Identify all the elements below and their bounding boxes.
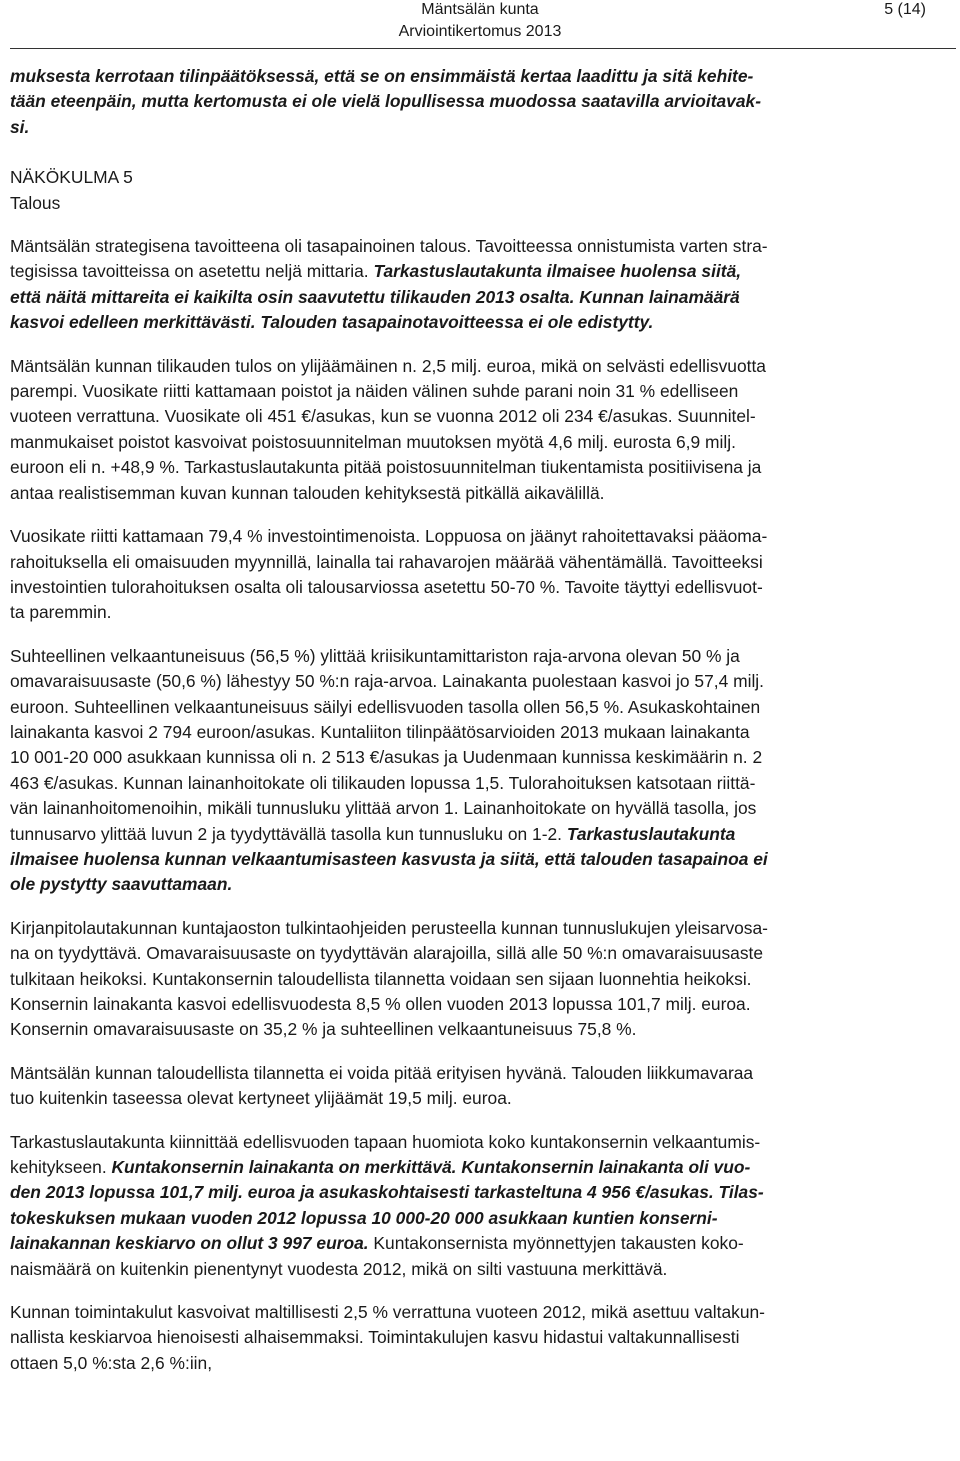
paragraph-investments — [10, 524, 958, 626]
text-line — [10, 872, 958, 897]
body-text: nallista keskiarvoa hienoisesti alhaisemmaksi. Toimintakulujen kasvu hidastui valtakunnallisesti — [10, 1327, 740, 1348]
body-text: omavaraisuusaste (50,6 %) lähestyy 50 %:n raja-arvoa. Lainakanta puolestaan kasvoi jo 57,4 milj. — [10, 671, 765, 692]
text-line — [10, 1206, 958, 1231]
text-line — [10, 644, 958, 669]
text-line — [10, 524, 958, 549]
body-text: 463 €/asukas. Kunnan lainanhoitokate oli tilikauden lopussa 1,5. Tulorahoituksen katsotaan riittä- — [10, 772, 756, 793]
text-line — [10, 967, 958, 992]
text-line — [10, 1017, 958, 1042]
body-text: naismäärä on kuitenkin pienentynyt vuodesta 2012, mikä on silti vastuuna merkittävä. — [10, 1258, 668, 1279]
body-text: tegisissa tavoitteissa on asetettu neljä mittaria. — [10, 261, 374, 282]
text-line — [10, 310, 958, 335]
body-text: Konsernin lainakanta kasvoi edellisvuodesta 8,5 % ollen vuoden 2013 lopussa 101,7 milj. euroa. — [10, 994, 751, 1014]
text-line — [10, 234, 958, 259]
section-subtitle: Talous — [10, 192, 61, 213]
text-line — [10, 550, 958, 575]
emphasized-text: Tarkastuslautakunta ilmaisee huolensa siitä, — [373, 261, 742, 282]
body-text: ta paremmin. — [10, 602, 112, 623]
body-text: lainakanta kasvoi 2 794 euroon/asukas. Kuntaliiton tilinpäätösarvioiden 2013 mukaan lainakanta — [10, 721, 750, 742]
body-text: Mäntsälän kunnan taloudellista tilannetta ei voida pitää erityisen hyvänä. Talouden liikkumavaraa — [10, 1062, 754, 1083]
paragraph-strategy — [10, 234, 958, 336]
body-text: tulkitaan heikoksi. Kuntakonsernin taloudellista tilannetta voidaan sen sijaan luonnehtia heikoksi. — [10, 968, 752, 989]
intro-line: si. — [10, 116, 30, 137]
body-text: rahoituksella eli omaisuuden myynnillä, lainalla tai rahavarojen määrää vähentämällä. Tavoitteeksi — [10, 551, 763, 572]
emphasized-text: tokeskuksen mukaan vuoden 2012 lopussa 10 000-20 000 asukkaan kuntien konserni- — [10, 1207, 718, 1228]
body-text: manmukaiset poistot kasvoivat poistosuunnitelman muutoksen myötä 4,6 milj. eurosta 6,9 milj. — [10, 431, 736, 452]
text-line — [10, 1300, 958, 1325]
paragraph-operating-costs — [10, 1300, 958, 1376]
text-line — [10, 1257, 958, 1282]
header-page-number: 5 (14) — [884, 1, 926, 18]
text-line — [10, 575, 958, 600]
body-text: Konsernin omavaraisuusaste on 35,2 % ja suhteellinen velkaantuneisuus 75,8 %. — [10, 1019, 637, 1040]
text-line — [10, 600, 958, 625]
page-header — [0, 0, 960, 48]
paragraph-result — [10, 354, 958, 506]
text-line — [10, 1325, 958, 1350]
header-document-title: Arviointikertomus 2013 — [398, 23, 562, 40]
text-line — [10, 1155, 958, 1180]
text-line — [10, 379, 958, 404]
body-text: euroon. Suhteellinen velkaantuneisuus säilyi edellisvuoden tasolla ollen 56,5 %. Asukaskohtainen — [10, 696, 761, 717]
text-line — [10, 992, 958, 1017]
text-line — [10, 771, 958, 796]
body-text: tuo kuitenkin taseessa olevat kertyneet ylijäämät 19,5 milj. euroa. — [10, 1088, 512, 1109]
body-text: kehitykseen. — [10, 1157, 112, 1178]
text-line — [10, 1231, 958, 1256]
body-text: parempi. Vuosikate riitti kattamaan poistot ja näiden välinen suhde parani noin 31 % edelliseen — [10, 381, 739, 402]
body-text: Kunnan toimintakulut kasvoivat maltillisesti 2,5 % verrattuna vuoteen 2012, mikä asettuu valtakun- — [10, 1302, 765, 1323]
intro-paragraph — [10, 64, 958, 140]
text-line — [10, 669, 958, 694]
paragraph-group-debt — [10, 1130, 958, 1282]
text-line — [10, 481, 958, 506]
body-text: Mäntsälän kunnan tilikauden tulos on ylijäämäinen n. 2,5 milj. euroa, mikä on selvästi edellisvuotta — [10, 355, 766, 376]
text-line — [10, 354, 958, 379]
body-text: Suhteellinen velkaantuneisuus (56,5 %) ylittää kriisikuntamittariston raja-arvona olevan 50 % ja — [10, 645, 740, 666]
text-line — [10, 796, 958, 821]
text-line — [10, 455, 958, 480]
header-divider — [10, 48, 956, 49]
text-line — [10, 847, 958, 872]
section-title: NÄKÖKULMA 5 — [10, 167, 133, 188]
text-line — [10, 430, 958, 455]
intro-line: muksesta kerrotaan tilinpäätöksessä, että se on ensimmäistä kertaa laadittu ja sitä kehite- — [10, 66, 754, 86]
text-line — [10, 916, 958, 941]
body-text: vuoteen verrattuna. Vuosikate oli 451 €/asukas, kun se vuonna 2012 oli 234 €/asukas. Suunnitel- — [10, 406, 756, 427]
body-text: na on tyydyttävä. Omavaraisuusaste on tyydyttävän alarajoilla, sillä alle 50 %:n omavaraisuusaste — [10, 943, 764, 964]
body-text: 10 001-20 000 asukkaan kunnissa oli n. 2 513 €/asukas ja Uudenmaan kunnissa keskimäärin n. 2 — [10, 747, 763, 768]
emphasized-text: että näitä mittareita ei kaikilta osin saavutettu tilikauden 2013 osalta. Kunnan lainamäärä — [10, 286, 740, 307]
text-line — [10, 1351, 958, 1376]
body-text: antaa realistisemman kuvan kunnan talouden kehityksestä pitkällä aikavälillä. — [10, 482, 605, 503]
body-text: Tarkastuslautakunta kiinnittää edellisvuoden tapaan huomiota koko kuntakonsernin velkaantumis- — [10, 1131, 761, 1152]
text-line — [10, 285, 958, 310]
document-body — [10, 64, 958, 1376]
text-line — [10, 404, 958, 429]
body-text: Kirjanpitolautakunnan kuntajaoston tulkintaohjeiden perusteella kunnan tunnuslukujen yleisarvosa- — [10, 917, 768, 938]
body-text: Mäntsälän strategisena tavoitteena oli tasapainoinen talous. Tavoitteessa onnistumista varten stra- — [10, 236, 768, 257]
text-line — [10, 1130, 958, 1155]
text-line — [10, 1180, 958, 1205]
header-organization: Mäntsälän kunta — [421, 1, 539, 18]
body-text: euroon eli n. +48,9 %. Tarkastuslautakunta pitää poistosuunnitelman tiukentamista positiivisena ja — [10, 457, 762, 478]
emphasized-text: ole pystytty saavuttamaan. — [10, 874, 233, 895]
body-text: Kuntakonsernista myönnettyjen takausten koko- — [368, 1233, 744, 1254]
text-line — [10, 720, 958, 745]
text-line — [10, 941, 958, 966]
text-line — [10, 259, 958, 284]
text-line — [10, 1061, 958, 1086]
body-text: ottaen 5,0 %:sta 2,6 %:iin, — [10, 1352, 213, 1373]
paragraph-indebtedness — [10, 644, 958, 898]
body-text: tunnusarvo ylittää luvun 2 ja tyydyttävällä tasolla kun tunnusluku on 1-2. — [10, 823, 567, 844]
text-line — [10, 695, 958, 720]
emphasized-text: den 2013 lopussa 101,7 milj. euroa ja asukaskohtaisesti tarkasteltuna 4 956 €/asukas. Tilas- — [10, 1182, 764, 1203]
emphasized-text: Tarkastuslautakunta — [566, 823, 736, 844]
paragraph-group-overview — [10, 916, 958, 1043]
emphasized-text: ilmaisee huolensa kunnan velkaantumisasteen kasvusta ja siitä, että talouden tasapainoa ei — [10, 848, 768, 869]
emphasized-text: kasvoi edelleen merkittävästi. Talouden tasapainotavoitteessa ei ole edistytty. — [10, 312, 654, 333]
text-line — [10, 822, 958, 847]
body-text: Vuosikate riitti kattamaan 79,4 % investointimenoista. Loppuosa on jäänyt rahoitettavaksi pääoma- — [10, 526, 768, 547]
paragraph-financial-position — [10, 1061, 958, 1112]
intro-line: tään eteenpäin, mutta kertomusta ei ole vielä lopullisessa muodossa saatavilla arvioitavak- — [10, 91, 761, 112]
text-line — [10, 745, 958, 770]
text-line — [10, 1086, 958, 1111]
emphasized-text: lainakannan keskiarvo on ollut 3 997 euroa. — [10, 1233, 369, 1254]
emphasized-text: Kuntakonsernin lainakanta on merkittävä. Kuntakonsernin lainakanta oli vuo- — [111, 1157, 751, 1178]
body-text: investointien tulorahoituksen osalta oli talousarviossa asetettu 50-70 %. Tavoite täyttyi edellisvuot- — [10, 576, 763, 597]
body-text: vän lainanhoitomenoihin, mikäli tunnusluku ylittää arvon 1. Lainanhoitokate on hyvällä tasolla, jos — [10, 798, 757, 819]
